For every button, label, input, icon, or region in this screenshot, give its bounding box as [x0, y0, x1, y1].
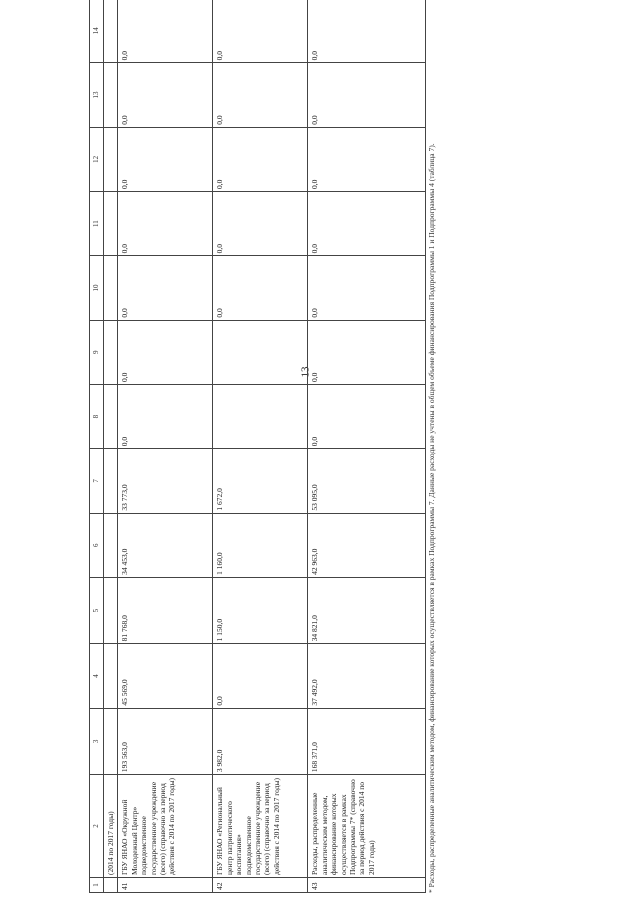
value-cell: 0,0	[118, 0, 213, 63]
value-cell: 3 982,0	[213, 708, 308, 774]
row-number-cell: 43	[308, 878, 426, 893]
table-cell	[104, 192, 118, 256]
row-name-cell: Расходы, распределенные аналитическим методом, финансирование которых осуществляется в рамках Подпрограммы 7* (справочно за период действия с 2014 по 2017 годы)	[308, 775, 426, 878]
table-cell	[104, 878, 118, 893]
table-cell	[104, 449, 118, 513]
table-row	[308, 0, 426, 893]
value-cell: 1 160,0	[213, 513, 308, 577]
column-number-cell: 4	[90, 644, 104, 708]
value-cell: 0,0	[213, 0, 308, 63]
column-number-cell: 14	[90, 0, 104, 63]
table-cell	[104, 320, 118, 384]
value-cell: 0,0	[118, 320, 213, 384]
value-cell: 0,0	[308, 63, 426, 127]
column-number-cell: 8	[90, 384, 104, 448]
value-cell: 0,0	[308, 0, 426, 63]
column-number-cell: 11	[90, 192, 104, 256]
row-name-cell: ГБУ ЯНАО «Окружной Молодежный Центр» подведомственное государственное учреждение (всего) (справочно за период действия с 2014 по 2017 годы)	[118, 775, 213, 878]
continuation-name-cell: (2014 по 2017 годы)	[104, 775, 118, 878]
value-cell: 37 492,0	[308, 644, 426, 708]
column-number-cell: 7	[90, 449, 104, 513]
table-row	[213, 0, 308, 893]
value-cell: 42 963,0	[308, 513, 426, 577]
table-cell	[104, 127, 118, 191]
table-cell	[104, 256, 118, 320]
column-number-cell: 5	[90, 577, 104, 643]
continuation-row	[104, 0, 118, 893]
value-cell: 0,0	[213, 644, 308, 708]
page-number: 13	[299, 366, 312, 378]
value-cell: 0,0	[118, 256, 213, 320]
footnote: * Расходы, распределенные аналитическим методом, финансирование которых осуществляется в рамках Подпрограммы 7. Данные расходы не учтены в общем объеме финансирования Подпрограммы 1 и Подпрограммы 4 (таблица 7).	[427, 143, 436, 893]
value-cell: 0,0	[118, 63, 213, 127]
column-number-cell: 9	[90, 320, 104, 384]
value-cell: 0,0	[308, 127, 426, 191]
value-cell	[213, 320, 308, 384]
table-cell	[104, 384, 118, 448]
column-number-cell: 6	[90, 513, 104, 577]
value-cell: 0,0	[213, 63, 308, 127]
table-cell	[104, 577, 118, 643]
row-number-cell: 41	[118, 878, 213, 893]
table-cell	[104, 644, 118, 708]
budget-table	[89, 0, 426, 893]
value-cell: 34 453,0	[118, 513, 213, 577]
value-cell: 33 773,0	[118, 449, 213, 513]
value-cell: 193 563,0	[118, 708, 213, 774]
value-cell: 0,0	[308, 192, 426, 256]
table-cell	[104, 0, 118, 63]
column-number-cell: 2	[90, 775, 104, 878]
value-cell: 0,0	[308, 320, 426, 384]
value-cell: 0,0	[308, 384, 426, 448]
value-cell: 168 371,0	[308, 708, 426, 774]
column-number-cell: 12	[90, 127, 104, 191]
rotated-landscape-content	[89, 0, 436, 893]
row-number-cell: 42	[213, 878, 308, 893]
column-number-cell: 10	[90, 256, 104, 320]
table-cell	[104, 513, 118, 577]
value-cell: 53 095,0	[308, 449, 426, 513]
value-cell: 45 569,0	[118, 644, 213, 708]
value-cell: 0,0	[118, 192, 213, 256]
value-cell: 1 672,0	[213, 449, 308, 513]
table-cell	[104, 708, 118, 774]
column-number-row	[90, 0, 104, 893]
value-cell: 0,0	[213, 256, 308, 320]
value-cell: 0,0	[308, 256, 426, 320]
value-cell: 81 768,0	[118, 577, 213, 643]
table-row	[118, 0, 213, 893]
value-cell: 0,0	[213, 192, 308, 256]
value-cell: 0,0	[213, 127, 308, 191]
table-cell	[104, 63, 118, 127]
row-name-cell: ГБУ ЯНАО «Региональный центр патриотического воспитания» подведомственное государственное учреждение (всего) (справочно за период действия с 2014 по 2017 годы)	[213, 775, 308, 878]
value-cell: 0,0	[118, 384, 213, 448]
column-number-cell: 1	[90, 878, 104, 893]
value-cell	[213, 384, 308, 448]
column-number-cell: 13	[90, 63, 104, 127]
column-number-cell: 3	[90, 708, 104, 774]
value-cell: 34 821,0	[308, 577, 426, 643]
value-cell: 0,0	[118, 127, 213, 191]
value-cell: 1 150,0	[213, 577, 308, 643]
